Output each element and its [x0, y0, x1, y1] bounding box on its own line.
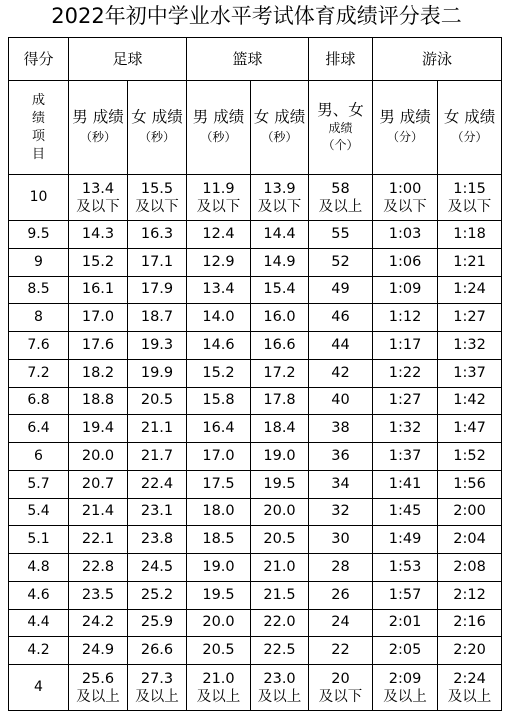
value-cell: 1:09: [373, 276, 438, 304]
value-cell: 1:18: [438, 221, 502, 249]
value-cell: [187, 175, 251, 221]
value-cell: 19.5: [187, 581, 251, 609]
table-row: [9, 609, 502, 637]
sub-header-label: 男、女: [317, 101, 364, 119]
value-cell: 18.5: [187, 526, 251, 554]
sub-header-label: 男 成绩: [192, 108, 245, 126]
group-header-football: 足球: [69, 38, 187, 81]
value-cell: 17.5: [187, 470, 251, 498]
value-qualifier: 及以下: [318, 688, 363, 705]
score-cell: 6: [9, 443, 69, 471]
table-row: [9, 498, 502, 526]
value-cell: 16.4: [187, 415, 251, 443]
value-cell: 55: [309, 221, 373, 249]
score-cell: 9.5: [9, 221, 69, 249]
value-cell: [128, 665, 187, 711]
score-cell: 5.1: [9, 526, 69, 554]
value-cell: 18.7: [128, 304, 187, 332]
value-cell: [438, 665, 502, 711]
score-cell: 5.7: [9, 470, 69, 498]
value-text: 11.9: [202, 180, 235, 197]
sub-header-label: 男 成绩: [379, 108, 431, 126]
value-cell: 1:21: [438, 248, 502, 276]
table-row: [9, 415, 502, 443]
value-cell: 25.2: [128, 581, 187, 609]
value-qualifier: 及以上: [318, 198, 363, 215]
item-label-char: 绩: [31, 110, 45, 126]
sub-header-label: 女 成绩: [253, 108, 306, 126]
table-row: [9, 470, 502, 498]
value-cell: [69, 175, 128, 221]
value-cell: 1:41: [373, 470, 438, 498]
value-qualifier: 及以上: [196, 688, 241, 705]
value-cell: 26: [309, 581, 373, 609]
sub-header-label-2: 成绩: [328, 121, 353, 135]
value-cell: 15.2: [69, 248, 128, 276]
sub-header-unit: （个）: [322, 138, 359, 152]
value-cell: [251, 175, 309, 221]
value-cell: 32: [309, 498, 373, 526]
sub-header-football-male: [69, 81, 128, 175]
value-cell: 18.4: [251, 415, 309, 443]
value-cell: 52: [309, 248, 373, 276]
value-cell: 1:27: [373, 387, 438, 415]
value-qualifier: 及以上: [135, 688, 179, 705]
value-cell: 17.0: [69, 304, 128, 332]
value-qualifier: 及以下: [383, 198, 427, 215]
value-cell: 1:37: [438, 359, 502, 387]
sub-header-unit: （分）: [387, 130, 424, 144]
group-header-swimming: 游泳: [373, 38, 502, 81]
header-row-groups: [9, 38, 502, 81]
value-cell: 2:12: [438, 581, 502, 609]
value-cell: 22.8: [69, 554, 128, 582]
table-row: [9, 359, 502, 387]
score-cell: 6.4: [9, 415, 69, 443]
value-cell: 2:16: [438, 609, 502, 637]
table-row: [9, 581, 502, 609]
value-cell: 18.0: [187, 498, 251, 526]
value-cell: 14.6: [187, 332, 251, 360]
value-text: 58: [331, 180, 350, 197]
value-cell: 19.0: [187, 554, 251, 582]
score-cell: 4.6: [9, 581, 69, 609]
value-cell: 13.4: [187, 276, 251, 304]
sub-header-unit: （秒）: [79, 130, 116, 144]
score-cell: 10: [9, 175, 69, 221]
value-cell: 20.0: [187, 609, 251, 637]
table-row: [9, 175, 502, 221]
value-cell: 2:20: [438, 637, 502, 665]
sub-header-label: 女 成绩: [131, 108, 183, 126]
value-cell: 17.1: [128, 248, 187, 276]
value-qualifier: 及以下: [447, 198, 492, 215]
value-text: 27.3: [140, 670, 174, 687]
value-cell: 22: [309, 637, 373, 665]
sub-header-unit: （秒）: [139, 130, 176, 144]
value-text: 2:24: [453, 670, 486, 687]
value-cell: 21.4: [69, 498, 128, 526]
value-cell: 20.7: [69, 470, 128, 498]
sub-header-unit: （秒）: [200, 130, 237, 144]
value-cell: 14.4: [251, 221, 309, 249]
value-cell: 49: [309, 276, 373, 304]
value-cell: [373, 175, 438, 221]
value-cell: 2:08: [438, 554, 502, 582]
value-cell: 17.0: [187, 443, 251, 471]
value-cell: 1:42: [438, 387, 502, 415]
group-header-volleyball: 排球: [309, 38, 373, 81]
value-cell: 38: [309, 415, 373, 443]
sub-header-basketball-female: [251, 81, 309, 175]
table-row: [9, 332, 502, 360]
value-qualifier: 及以下: [135, 198, 179, 215]
table-row: [9, 248, 502, 276]
value-qualifier: 及以下: [76, 198, 120, 215]
score-header: 得分: [9, 38, 69, 81]
value-cell: 19.3: [128, 332, 187, 360]
table-row: [9, 276, 502, 304]
value-cell: 15.8: [187, 387, 251, 415]
value-cell: 21.7: [128, 443, 187, 471]
value-cell: 28: [309, 554, 373, 582]
value-cell: 25.9: [128, 609, 187, 637]
table-row: [9, 665, 502, 711]
value-cell: 1:12: [373, 304, 438, 332]
table-row: [9, 221, 502, 249]
value-cell: 14.0: [187, 304, 251, 332]
value-cell: 20.5: [187, 637, 251, 665]
value-cell: 1:32: [373, 415, 438, 443]
value-cell: 2:04: [438, 526, 502, 554]
header-row-sub: [9, 81, 502, 175]
score-cell: 7.6: [9, 332, 69, 360]
value-text: 15.5: [140, 180, 174, 197]
value-cell: 20.0: [69, 443, 128, 471]
value-cell: 21.0: [251, 554, 309, 582]
sub-header-unit: （分）: [451, 130, 488, 144]
value-text: 13.9: [263, 180, 296, 197]
value-cell: 2:05: [373, 637, 438, 665]
value-text: 1:00: [388, 180, 422, 197]
value-qualifier: 及以上: [383, 688, 427, 705]
value-cell: 46: [309, 304, 373, 332]
value-cell: 24: [309, 609, 373, 637]
value-cell: 1:37: [373, 443, 438, 471]
group-header-basketball: 篮球: [187, 38, 309, 81]
value-cell: [309, 665, 373, 711]
value-cell: 22.1: [69, 526, 128, 554]
value-cell: 14.9: [251, 248, 309, 276]
score-cell: 4: [9, 665, 69, 711]
value-cell: 24.2: [69, 609, 128, 637]
value-cell: 16.0: [251, 304, 309, 332]
value-cell: 17.2: [251, 359, 309, 387]
sub-header-label: 男 成绩: [72, 108, 124, 126]
value-cell: [69, 665, 128, 711]
value-cell: 2:01: [373, 609, 438, 637]
value-cell: 21.5: [251, 581, 309, 609]
value-cell: 1:24: [438, 276, 502, 304]
value-cell: 18.8: [69, 387, 128, 415]
item-label-char: 目: [31, 146, 45, 162]
score-cell: 5.4: [9, 498, 69, 526]
value-cell: 1:22: [373, 359, 438, 387]
value-cell: 19.4: [69, 415, 128, 443]
value-cell: 12.4: [187, 221, 251, 249]
score-cell: 7.2: [9, 359, 69, 387]
value-cell: 34: [309, 470, 373, 498]
sub-header-basketball-male: [187, 81, 251, 175]
value-qualifier: 及以上: [257, 688, 302, 705]
table-row: [9, 554, 502, 582]
value-text: 2:09: [388, 670, 422, 687]
value-qualifier: 及以上: [76, 688, 120, 705]
value-cell: 22.0: [251, 609, 309, 637]
item-label-char: 成: [31, 92, 45, 108]
value-qualifier: 及以下: [196, 198, 241, 215]
value-cell: 20.5: [251, 526, 309, 554]
score-cell: 8: [9, 304, 69, 332]
value-cell: 30: [309, 526, 373, 554]
score-cell: 8.5: [9, 276, 69, 304]
value-cell: 26.6: [128, 637, 187, 665]
value-cell: 22.5: [251, 637, 309, 665]
sub-header-volleyball: [309, 81, 373, 175]
value-cell: [438, 175, 502, 221]
value-cell: 1:47: [438, 415, 502, 443]
value-cell: [128, 175, 187, 221]
table-row: [9, 526, 502, 554]
table-row: [9, 637, 502, 665]
value-cell: [309, 175, 373, 221]
value-cell: 44: [309, 332, 373, 360]
score-cell: 4.2: [9, 637, 69, 665]
sub-header-unit: （秒）: [261, 130, 298, 144]
sub-header-swimming-female: [438, 81, 502, 175]
table-row: [9, 387, 502, 415]
value-cell: 1:03: [373, 221, 438, 249]
sub-header-swimming-male: [373, 81, 438, 175]
value-text: 25.6: [81, 670, 115, 687]
value-cell: 21.1: [128, 415, 187, 443]
sub-header-label: 女 成绩: [443, 108, 496, 126]
value-cell: 17.8: [251, 387, 309, 415]
page-title: 2022年初中学业水平考试体育成绩评分表二: [51, 4, 462, 28]
value-cell: 19.5: [251, 470, 309, 498]
score-cell: 9: [9, 248, 69, 276]
value-cell: 12.9: [187, 248, 251, 276]
value-text: 13.4: [81, 180, 115, 197]
value-text: 23.0: [263, 670, 296, 687]
sub-header-football-female: [128, 81, 187, 175]
item-label: [9, 81, 69, 175]
value-cell: 19.9: [128, 359, 187, 387]
value-cell: 16.1: [69, 276, 128, 304]
value-cell: 1:52: [438, 443, 502, 471]
value-cell: 18.2: [69, 359, 128, 387]
value-cell: 1:49: [373, 526, 438, 554]
table-row: [9, 443, 502, 471]
value-cell: 15.2: [187, 359, 251, 387]
value-text: 21.0: [202, 670, 235, 687]
score-cell: 4.8: [9, 554, 69, 582]
value-qualifier: 及以下: [257, 198, 302, 215]
value-cell: 1:56: [438, 470, 502, 498]
value-cell: [251, 665, 309, 711]
value-cell: 1:06: [373, 248, 438, 276]
value-cell: 36: [309, 443, 373, 471]
value-cell: 1:45: [373, 498, 438, 526]
value-text: 1:15: [453, 180, 486, 197]
value-cell: [187, 665, 251, 711]
value-cell: 1:57: [373, 581, 438, 609]
value-cell: 16.3: [128, 221, 187, 249]
value-cell: 15.4: [251, 276, 309, 304]
value-qualifier: 及以上: [447, 688, 492, 705]
value-cell: 42: [309, 359, 373, 387]
value-cell: 24.9: [69, 637, 128, 665]
value-cell: 40: [309, 387, 373, 415]
value-cell: 19.0: [251, 443, 309, 471]
table-row: [9, 304, 502, 332]
value-cell: 14.3: [69, 221, 128, 249]
value-text: 20: [331, 670, 350, 687]
value-cell: 1:32: [438, 332, 502, 360]
value-cell: 1:53: [373, 554, 438, 582]
score-cell: 4.4: [9, 609, 69, 637]
score-cell: 6.8: [9, 387, 69, 415]
value-cell: 2:00: [438, 498, 502, 526]
value-cell: 17.9: [128, 276, 187, 304]
value-cell: 24.5: [128, 554, 187, 582]
value-cell: 23.1: [128, 498, 187, 526]
value-cell: 17.6: [69, 332, 128, 360]
score-table: [8, 37, 502, 711]
value-cell: [373, 665, 438, 711]
value-cell: 16.6: [251, 332, 309, 360]
value-cell: 22.4: [128, 470, 187, 498]
item-label-char: 项: [31, 128, 45, 144]
value-cell: 23.5: [69, 581, 128, 609]
value-cell: 1:17: [373, 332, 438, 360]
value-cell: 20.5: [128, 387, 187, 415]
value-cell: 23.8: [128, 526, 187, 554]
value-cell: 20.0: [251, 498, 309, 526]
value-cell: 1:27: [438, 304, 502, 332]
